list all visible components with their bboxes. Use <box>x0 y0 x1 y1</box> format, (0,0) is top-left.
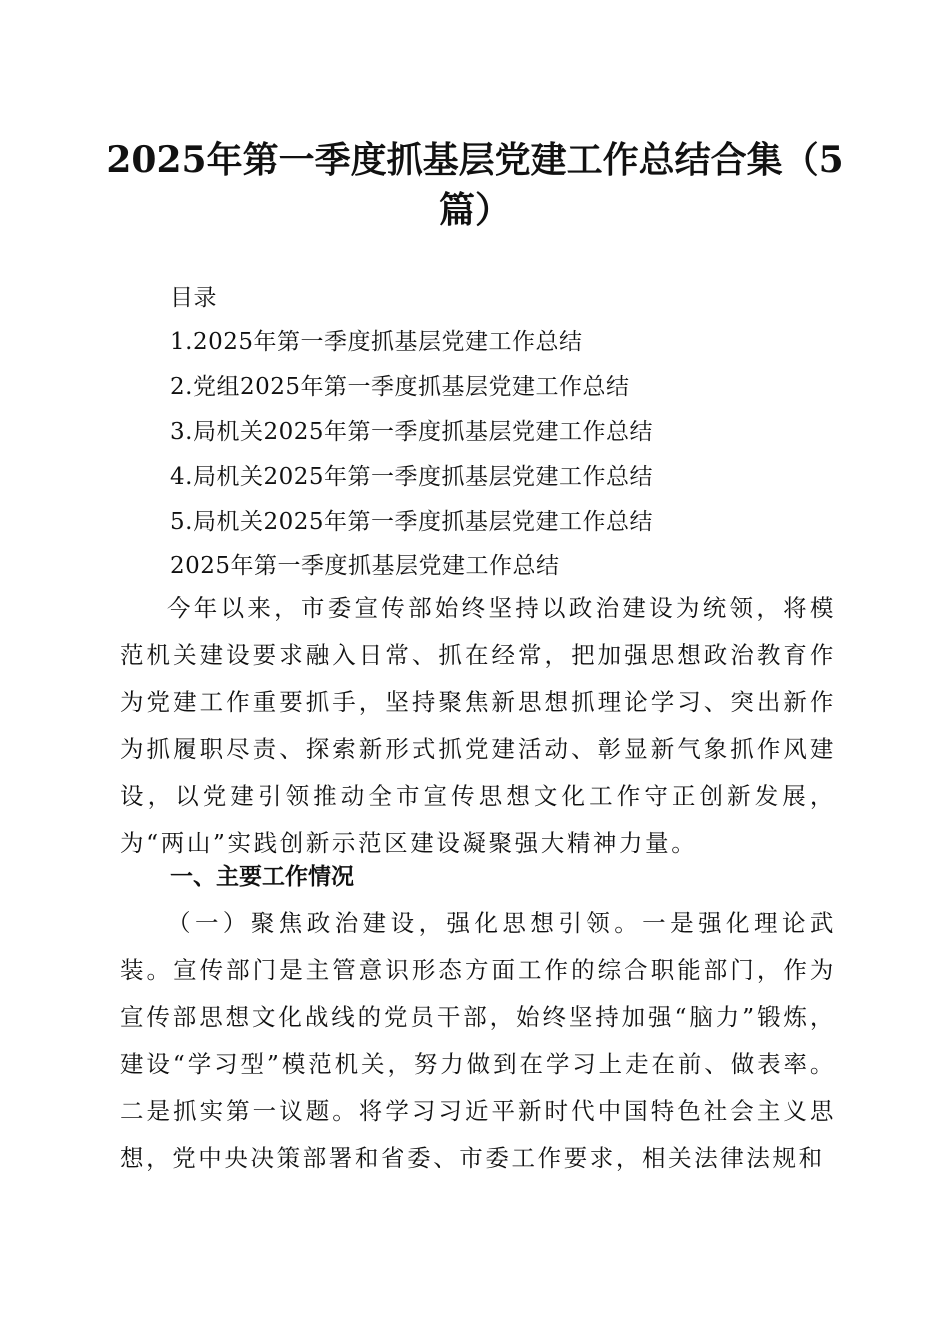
toc-item-2: 2.党组2025年第一季度抓基层党建工作总结 <box>170 374 630 400</box>
toc-item-3: 3.局机关2025年第一季度抓基层党建工作总结 <box>170 419 653 445</box>
document-title-line-1: 2025年第一季度抓基层党建工作总结合集（5 <box>106 139 844 181</box>
document-title <box>100 135 850 235</box>
document-title-line-2: 篇） <box>438 189 511 231</box>
section-paragraph: （一）聚焦政治建设，强化思想引领。一是强化理论武装。宣传部门是主管意识形态方面工作的综合职能部门，作为宣传部思想文化战线的党员干部，始终坚持加强“脑力”锻炼，建设“学习型”模范机关，努力做到在学习上走在前、做表率。二是抓实第一议题。将学习习近平新时代中国特色社会主义思想，党中央决策部署和省委、市委工作要求，相关法律法规和 <box>120 909 836 1172</box>
intro-paragraph: 今年以来，市委宣传部始终坚持以政治建设为统领，将模范机关建设要求融入日常、抓在经常，把加强思想政治教育作为党建工作重要抓手，坚持聚焦新思想抓理论学习、突出新作为抓履职尽责、探索新形式抓党建活动、彰显新气象抓作风建设，以党建引领推动全市宣传思想文化工作守正创新发展，为“两山”实践创新示范区建设凝聚强大精神力量。 <box>120 594 836 857</box>
section-heading: 一、主要工作情况 <box>170 864 354 890</box>
article-title: 2025年第一季度抓基层党建工作总结 <box>170 553 560 579</box>
toc-heading: 目录 <box>170 285 217 311</box>
toc-item-5: 5.局机关2025年第一季度抓基层党建工作总结 <box>170 509 653 535</box>
toc-item-4: 4.局机关2025年第一季度抓基层党建工作总结 <box>170 464 653 490</box>
toc-item-1: 1.2025年第一季度抓基层党建工作总结 <box>170 329 583 355</box>
